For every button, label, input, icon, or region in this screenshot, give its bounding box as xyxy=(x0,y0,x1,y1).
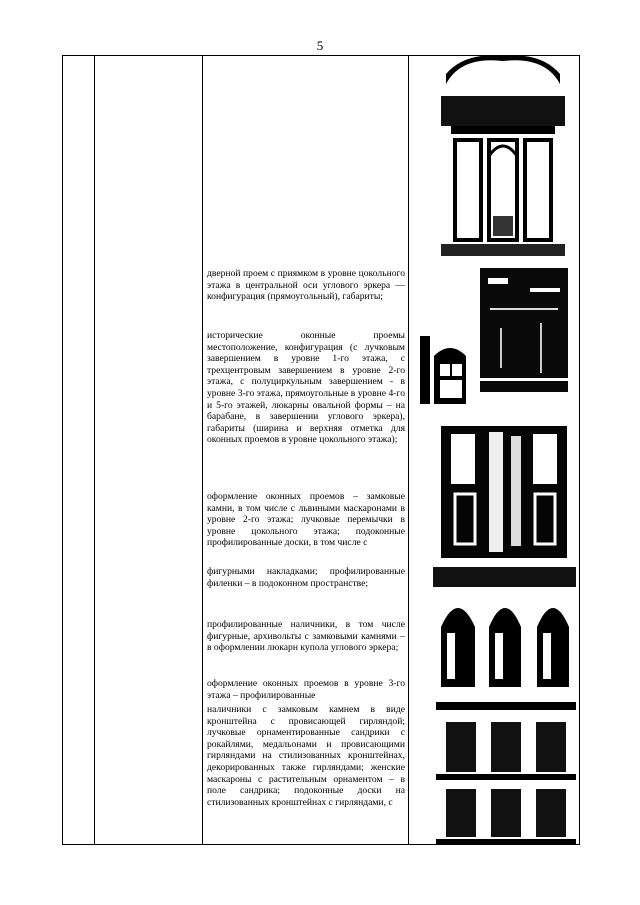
facade-photo-doors xyxy=(441,56,565,256)
facade-photo-dark xyxy=(480,268,568,392)
facade-photo-upper-floors xyxy=(436,702,576,782)
description-paragraph: оформление оконных проемов – замковые камни, в том числе с львиными маскаронами в уровне 2-го этажа; лучковые перемычки в уровне цокольного этажа; подоконные профилированные доски, в том числе с xyxy=(207,491,405,549)
column-divider xyxy=(94,56,95,844)
description-paragraph: профилированные наличники, в том числе фигурные, архивольты с замковыми камнями – в оформлении люкарн купола углового эркера; xyxy=(207,619,405,654)
facade-photo-columns xyxy=(441,414,567,558)
description-paragraph: дверной проем с приямком в уровне цокольного этажа в центральной оси углового эркера — конфигурация (прямоугольный), габариты; xyxy=(207,268,405,303)
facade-photo-lower-floors xyxy=(436,783,576,845)
description-paragraph: исторические оконные проемы местоположение, конфигурация (с лучковым завершением в уровне 1-го этажа, с трехцентровым завершением в уровне 2-го этажа, с полуциркульным завершением - в уровне 3-го этажа, прямоугольные в уровне 4-го и 5-го этажей, люкарны овальной формы – на барабане, в завершении углового эркера), габариты (ширина и верхняя отметка для оконных проемов в уровне цокольного этажа); xyxy=(207,330,405,446)
column-divider xyxy=(408,56,409,844)
photo-icon xyxy=(436,702,576,782)
photo-icon xyxy=(480,268,568,392)
facade-photo-arched-windows xyxy=(433,567,576,695)
photo-icon xyxy=(436,783,576,845)
facade-photo-door xyxy=(418,334,476,406)
description-paragraph: наличники с замковым камнем в виде кронштейна с провисающей гирляндой; лучковые орнаментированные сандрики с рокайлями, медальонами и провисающими гирляндами на стилизованных кронштейнах, декорированных также гирляндами; женские маскароны с растительным орнаментом – в поле сандрика; подоконные доски на стилизованных кронштейнах с гирляндами, с xyxy=(207,704,405,808)
photo-icon xyxy=(433,567,576,695)
photo-icon xyxy=(441,414,567,558)
photo-icon xyxy=(418,334,476,406)
description-paragraph: фигурными накладками; профилированные филенки – в подоконном пространстве; xyxy=(207,566,405,589)
description-paragraph: оформление оконных проемов в уровне 3-го этажа – профилированные xyxy=(207,678,405,701)
page-number: 5 xyxy=(316,38,324,53)
photo-icon xyxy=(441,56,565,256)
column-divider xyxy=(202,56,203,844)
